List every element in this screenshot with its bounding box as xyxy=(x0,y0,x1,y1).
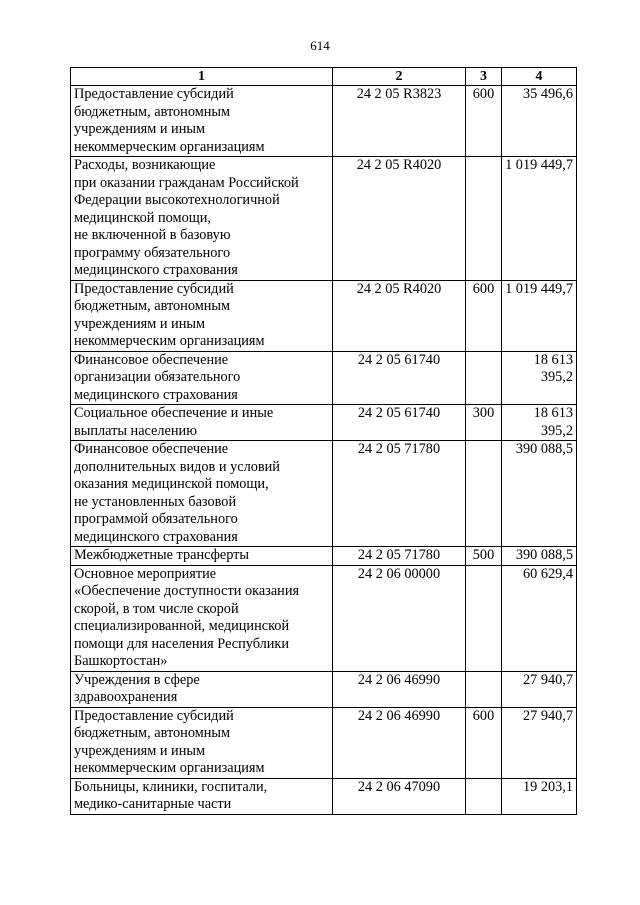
table-row xyxy=(71,778,577,814)
table-row xyxy=(71,405,577,441)
row-expense-type xyxy=(466,351,502,405)
table-row xyxy=(71,707,577,778)
header-col-3: 3 xyxy=(466,68,502,86)
row-code: 24 2 05 61740 xyxy=(333,351,466,405)
row-name: Предоставление субсидий бюджетным, автономным учреждениям и иным некоммерческим организациям xyxy=(71,86,333,157)
table-row xyxy=(71,441,577,547)
row-code: 24 2 06 00000 xyxy=(333,565,466,671)
table-row xyxy=(71,157,577,281)
row-expense-type xyxy=(466,157,502,281)
row-expense-type xyxy=(466,441,502,547)
row-expense-type xyxy=(466,671,502,707)
header-col-2: 2 xyxy=(333,68,466,86)
page-number: 614 xyxy=(310,38,330,53)
row-name: Больницы, клиники, госпитали, медико-санитарные части xyxy=(71,778,333,814)
row-amount: 390 088,5 xyxy=(502,441,577,547)
budget-table xyxy=(70,67,577,815)
header-col-4: 4 xyxy=(502,68,577,86)
row-amount: 27 940,7 xyxy=(502,707,577,778)
row-expense-type: 300 xyxy=(466,405,502,441)
row-expense-type: 600 xyxy=(466,707,502,778)
row-expense-type: 600 xyxy=(466,86,502,157)
row-amount: 18 613 395,2 xyxy=(502,405,577,441)
row-code: 24 2 05 R4020 xyxy=(333,157,466,281)
table-row xyxy=(71,565,577,671)
row-amount: 35 496,6 xyxy=(502,86,577,157)
row-expense-type xyxy=(466,565,502,671)
row-expense-type: 500 xyxy=(466,547,502,566)
row-amount: 27 940,7 xyxy=(502,671,577,707)
row-code: 24 2 05 R4020 xyxy=(333,280,466,351)
row-name: Социальное обеспечение и иные выплаты населению xyxy=(71,405,333,441)
row-expense-type xyxy=(466,778,502,814)
row-code: 24 2 05 R3823 xyxy=(333,86,466,157)
row-name: Расходы, возникающие при оказании гражданам Российской Федерации высокотехнологичной медицинской помощи, не включенной в базовую программу обязательного медицинского страхования xyxy=(71,157,333,281)
row-amount: 390 088,5 xyxy=(502,547,577,566)
row-expense-type: 600 xyxy=(466,280,502,351)
row-code: 24 2 06 46990 xyxy=(333,707,466,778)
table-row xyxy=(71,671,577,707)
row-name: Межбюджетные трансферты xyxy=(71,547,333,566)
row-code: 24 2 06 46990 xyxy=(333,671,466,707)
row-code: 24 2 05 71780 xyxy=(333,547,466,566)
row-code: 24 2 06 47090 xyxy=(333,778,466,814)
row-name: Финансовое обеспечение дополнительных видов и условий оказания медицинской помощи, не установленных базовой программой обязательного медицинского страхования xyxy=(71,441,333,547)
table-row xyxy=(71,280,577,351)
row-amount: 18 613 395,2 xyxy=(502,351,577,405)
row-name: Основное мероприятие «Обеспечение доступности оказания скорой, в том числе скорой специализированной, медицинской помощи для населения Республики Башкортостан» xyxy=(71,565,333,671)
row-amount: 19 203,1 xyxy=(502,778,577,814)
row-amount: 60 629,4 xyxy=(502,565,577,671)
header-col-1: 1 xyxy=(71,68,333,86)
table-body xyxy=(71,86,577,815)
row-name: Предоставление субсидий бюджетным, автономным учреждениям и иным некоммерческим организациям xyxy=(71,280,333,351)
row-amount: 1 019 449,7 xyxy=(502,157,577,281)
row-code: 24 2 05 61740 xyxy=(333,405,466,441)
table-row xyxy=(71,86,577,157)
row-name: Предоставление субсидий бюджетным, автономным учреждениям и иным некоммерческим организациям xyxy=(71,707,333,778)
table-header-row xyxy=(71,68,577,86)
row-name: Учреждения в сфере здравоохранения xyxy=(71,671,333,707)
row-code: 24 2 05 71780 xyxy=(333,441,466,547)
row-amount: 1 019 449,7 xyxy=(502,280,577,351)
row-name: Финансовое обеспечение организации обязательного медицинского страхования xyxy=(71,351,333,405)
table-row xyxy=(71,351,577,405)
table-row xyxy=(71,547,577,566)
